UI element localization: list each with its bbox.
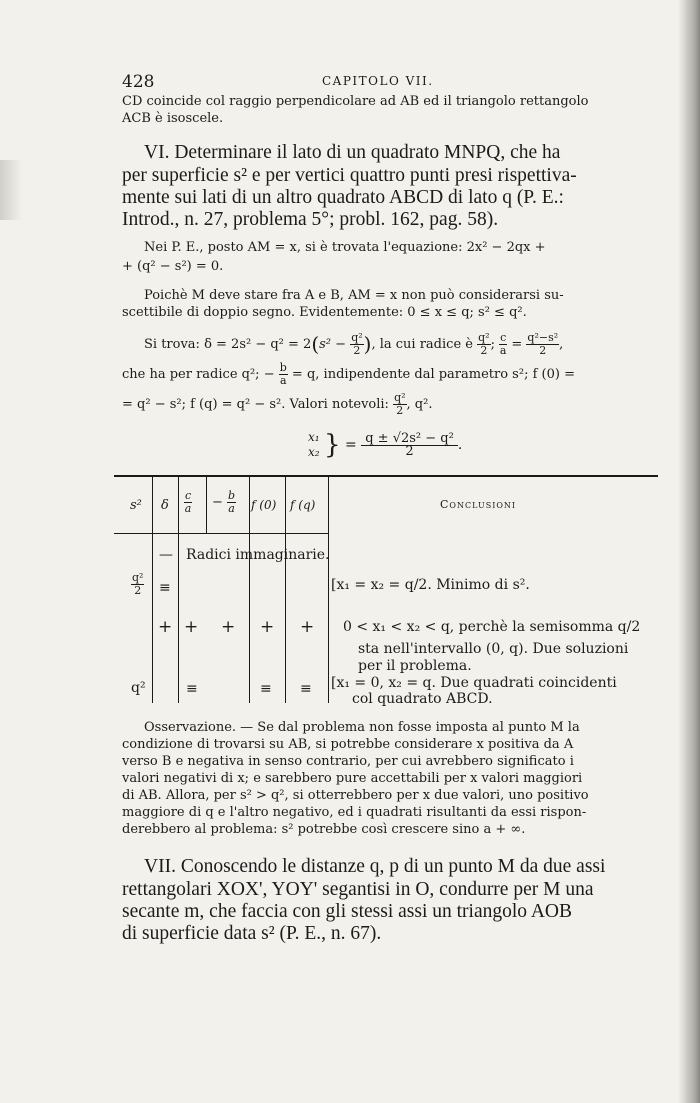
col-delta: δ (161, 498, 169, 513)
row4-c-a: ≡ (186, 681, 198, 697)
problem7-line-2: rettangolari XOX', YOY' segantisi in O, condurre per M una (122, 879, 594, 900)
note-line-3: verso B e negativa in senso contrario, per cui avrebbero significato i (122, 754, 574, 769)
margin-stain (0, 160, 22, 220)
problem7-line-3: secante m, che faccia con gli stessi assi un triangolo AOB (122, 901, 573, 922)
row4-conclusion-line-1: [x₁ = 0, x₂ = q. Due quadrati coincidenti (331, 675, 617, 691)
problem6-line-2: per superficie s² e per vertici quattro punti presi rispettiva- (122, 165, 577, 186)
row3-b-a: + (221, 617, 236, 637)
running-head: CAPITOLO VII. (322, 74, 434, 88)
problem6-line-4: Introd., n. 27, problema 5°; probl. 162, pag. 58). (122, 209, 499, 230)
row1-conclusion: Radici immaginarie. (186, 547, 330, 563)
row4-f0: ≡ (260, 681, 272, 697)
col-fq: f (q) (290, 498, 316, 512)
note-line-4: valori negativi di x; e sarebbero pure accettabili per x valori maggiori (122, 771, 583, 786)
para2-line-5: = q² − s²; f (q) = q² − s². Valori notevoli: $\frac{\text{q²}}{2}$ , q². (122, 391, 433, 417)
row4-s2: q² (131, 680, 146, 696)
table-col-line (178, 477, 179, 703)
note-line-7: derebbero al problema: s² potrebbe così crescere sino a + ∞. (122, 822, 526, 837)
problem7-line-4: di superficie data s² (P. E., n. 67). (122, 923, 382, 944)
roots-formula: x₁ x₂ } = $\frac{\text{q ± √2s² − q²}}{2}$ . (308, 430, 463, 460)
row3-fq: + (300, 617, 315, 637)
para2-line-1: Poichè M deve stare fra A e B, AM = x non può considerarsi su- (144, 288, 564, 303)
para1-line-2: + (q² − s²) = 0. (122, 259, 224, 274)
intro-line-2: ACB è isoscele. (122, 111, 224, 126)
problem6-line-3: mente sui lati di un altro quadrato ABCD di lato q (P. E.: (122, 187, 564, 208)
table-col-line (285, 477, 286, 703)
intro-line-1: CD coincide col raggio perpendicolare ad AB ed il triangolo rettangolo (122, 94, 589, 109)
col-minus-b-a: − $\frac{b}{a}$ (212, 489, 236, 515)
row1-delta: — (159, 547, 173, 563)
table-header-rule (114, 533, 328, 534)
row3-c-a: + (184, 617, 199, 637)
row2-s2: $\frac{\text{q²}}{2}$ (132, 571, 144, 597)
para2-line-2: scettibile di doppio segno. Evidentemente: 0 ≤ x ≤ q; s² ≤ q². (122, 305, 527, 320)
para2-line-4: che ha per radice q²; − $\frac{b}{a}$ = q, indipendente dal parametro s²; f (0) = (122, 361, 575, 387)
col-conclusioni: Conclusioni (440, 498, 517, 511)
table-col-line (206, 477, 207, 533)
problem7-line-1: VII. Conoscendo le distanze q, p di un punto M da due assi (144, 856, 606, 877)
row3-conclusion-line-2: sta nell'intervallo (0, q). Due soluzioni (358, 641, 629, 657)
table-col-line (328, 477, 329, 703)
row3-f0: + (260, 617, 275, 637)
row2-delta: ≡ (159, 580, 171, 596)
note-line-6: maggiore di q e l'altro negativo, ed i quadrati risultanti da essi rispon- (122, 805, 587, 820)
para1-line-1: Nei P. E., posto AM = x, si è trovata l'equazione: 2x² − 2qx + (144, 240, 546, 255)
row4-fq: ≡ (300, 681, 312, 697)
root-x1: x₁ (308, 430, 320, 444)
row4-conclusion-line-2: col quadrato ABCD. (352, 691, 493, 707)
para2-line-3: Si trova: δ = 2s² − q² = 2(s² − $\frac{\text{q²}}{2}$ ), la cui radice è $\frac{\text{q²}}{2}$ ; $\frac{c}{a}$ = $\frac{\text{q²−s²}}{2}$ , (144, 331, 564, 357)
table-col-line (249, 477, 250, 703)
root-x2: x₂ (308, 445, 320, 459)
note-line-2: condizione di trovarsi su AB, si potrebbe considerare x positiva da A (122, 737, 574, 752)
note-line-5: di AB. Allora, per s² > q², si otterrebbero per x due valori, uno positivo (122, 788, 589, 803)
table-top-rule (114, 475, 658, 477)
col-c-a: $\frac{c}{a}$ (184, 489, 192, 515)
table-col-line (152, 477, 153, 703)
row3-conclusion-line-3: per il problema. (358, 658, 472, 674)
row2-conclusion: [x₁ = x₂ = q/2. Minimo di s². (331, 577, 530, 593)
binding-shadow (678, 0, 700, 1103)
problem6-line-1: VI. Determinare il lato di un quadrato MNPQ, che ha (144, 142, 561, 163)
note-line-1: Osservazione. — Se dal problema non fosse imposta al punto M la (144, 720, 580, 735)
col-f0: f (0) (251, 498, 277, 512)
page-number: 428 (122, 72, 155, 92)
row3-delta: + (158, 617, 173, 637)
col-s2: s² (130, 498, 142, 513)
row3-conclusion-line-1: 0 < x₁ < x₂ < q, perchè la semisomma q/2 (343, 619, 641, 635)
